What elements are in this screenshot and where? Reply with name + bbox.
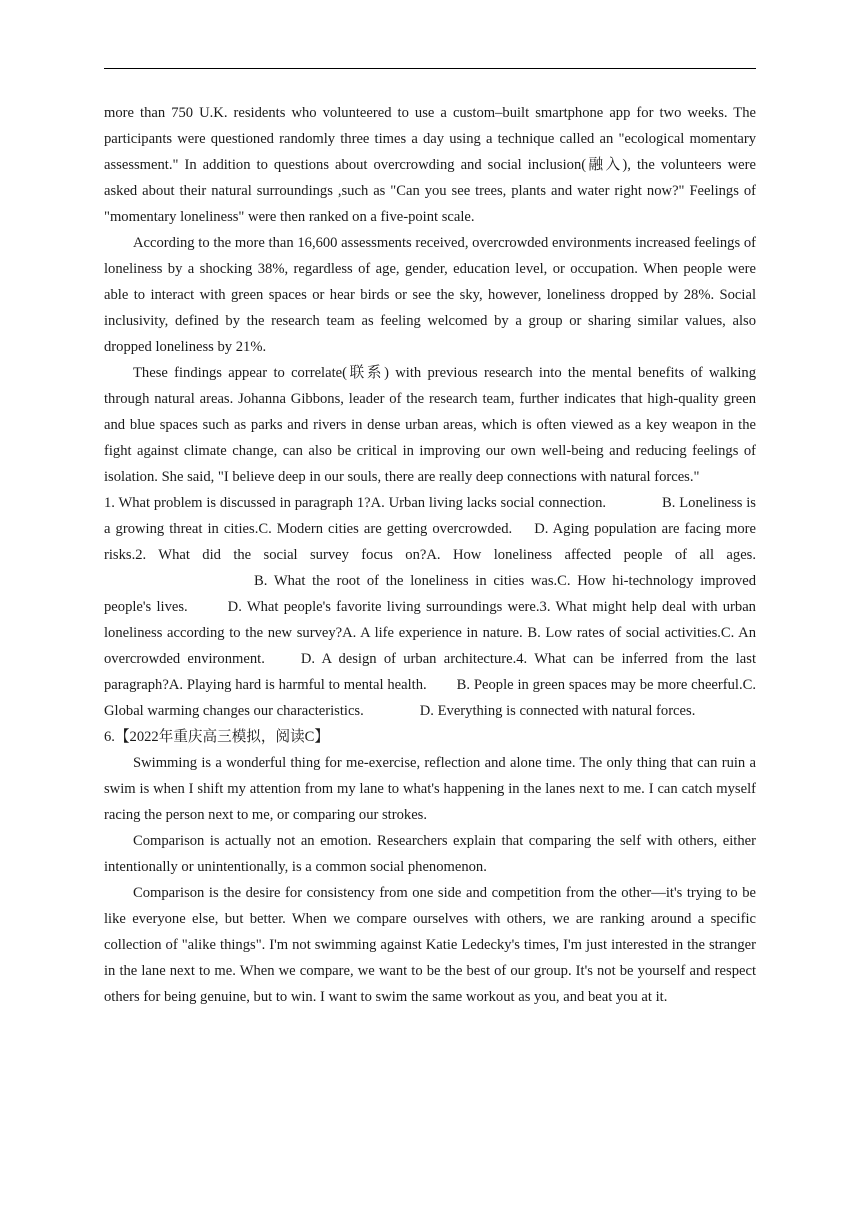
question-1-options-bc: B. Loneliness is a growing threat in cities.C. Modern cities are getting overcrowded.: [104, 495, 756, 537]
question-2: 2. What did the social survey focus on?A. How loneliness affected people of all ages.: [135, 547, 756, 563]
section-6-heading: 6.【2022年重庆高三模拟，阅读C】: [104, 729, 329, 745]
question-1: 1. What problem is discussed in paragraph 1?A. Urban living lacks social connection.: [104, 495, 607, 511]
document-page: [104, 100, 756, 1010]
question-4: 4. What can be inferred from the last paragraph?A. Playing hard is harmful to mental health.: [104, 651, 757, 693]
question-1-option-d: D. Aging population are facing more risks.: [104, 521, 757, 563]
passage-paragraph-3: These findings appear to correlate(联系) with previous research into the mental benefits of walking through natural areas. Johanna Gibbons, leader of the research team, further indicates that high-quality green and blue spaces such as parks and rivers in dense urban areas, which is often viewed as a key weapon in the fight against climate change, can also be critical in improving our own well-being and reducing feelings of isolation. She said, "I believe deep in our souls, there are really deep connections with natural forces.": [104, 365, 756, 485]
passage-paragraph-1: more than 750 U.K. residents who volunteered to use a custom–built smartphone app for two weeks. The participants were questioned randomly three times a day using a technique called an "ecological momentary assessment." In addition to questions about overcrowding and social inclusion(融入), the volunteers were asked about their natural surroundings ,such as "Can you see trees, plants and water right now?" Feelings of "momentary loneliness" were then ranked on a five-point scale.: [104, 105, 756, 225]
question-4-options-bc: B. People in green spaces may be more cheerful.C. Global warming changes our characteristics.: [104, 677, 757, 719]
question-2-options-bc: B. What the root of the loneliness in cities was.C. How hi-technology improved people's lives.: [104, 573, 756, 615]
section-6-paragraph-3: Comparison is the desire for consistency from one side and competition from the other—it's trying to be like everyone else, but better. When we compare ourselves with others, we are ranking around a specific collection of "alike things". I'm not swimming against Katie Ledecky's times, I'm just interested in the stranger in the lane next to me. When we compare, we want to be the best of our group. It's not be yourself and respect others for being genuine, but to win. I want to swim the same workout as you, and beat you at it.: [104, 885, 756, 1005]
question-3: 3. What might help deal with urban loneliness according to the new survey?A. A life experience in nature. B. Low rates of social activities.C. An overcrowded environment.: [104, 599, 756, 667]
passage-paragraph-2: According to the more than 16,600 assessments received, overcrowded environments increased feelings of loneliness by a shocking 38%, regardless of age, gender, education level, or occupation. When people were able to interact with green spaces or hear birds or see the sky, however, loneliness dropped by 28%. Social inclusivity, defined by the research team as feeling welcomed by a group or sharing similar values, also dropped loneliness by 21%.: [104, 235, 756, 355]
question-4-option-d: D. Everything is connected with natural forces.: [419, 703, 696, 719]
section-6-paragraph-2: Comparison is actually not an emotion. Researchers explain that comparing the self with others, either intentionally or unintentionally, is a common social phenomenon.: [104, 833, 756, 875]
questions-block: [104, 490, 756, 724]
header-rule: [104, 68, 756, 69]
question-3-option-d: D. A design of urban architecture.: [300, 651, 517, 667]
section-6-paragraph-1: Swimming is a wonderful thing for me-exercise, reflection and alone time. The only thing that can ruin a swim is when I shift my attention from my lane to what's happening in the lanes next to me. I can catch myself racing the person next to me, or comparing our strokes.: [104, 755, 756, 823]
question-2-option-d: D. What people's favorite living surroundings were.: [227, 599, 540, 615]
